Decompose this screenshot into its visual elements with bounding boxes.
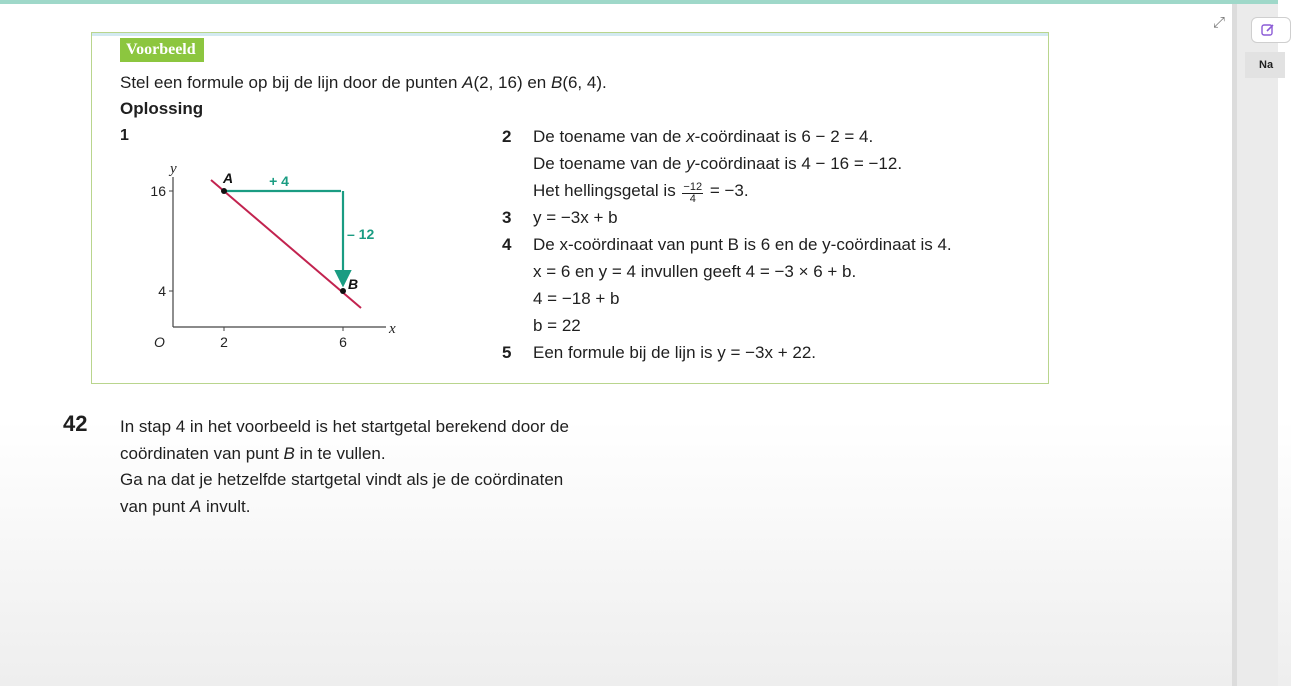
question-line: van punt A invult.: [120, 496, 251, 516]
horizontal-step-label: + 4: [269, 173, 289, 189]
point-a: [221, 188, 227, 194]
step-text: De toename van de y-coördinaat is 4 − 16 = −12.: [533, 154, 903, 173]
y-axis-label: y: [170, 161, 177, 177]
example-badge: Voorbeeld: [120, 38, 204, 62]
step-text: 4 = −18 + b: [533, 289, 620, 308]
step-text: b = 22: [533, 316, 581, 335]
step-text: y = −3x + b: [533, 208, 618, 227]
point-b-label: B: [348, 276, 359, 292]
side-panel: [1232, 4, 1278, 686]
coordinate-graph: [132, 125, 462, 350]
edit-icon: [1261, 23, 1275, 37]
origin-label: O: [154, 334, 165, 350]
graph-line: [211, 180, 361, 308]
edit-button[interactable]: [1251, 17, 1291, 43]
question-line: In stap 4 in het voorbeeld is het startgetal berekend door de: [120, 417, 569, 436]
example-box: [91, 32, 1049, 384]
question-line: coördinaten van punt B in te vullen.: [120, 443, 386, 463]
step-text: De toename van de x-coördinaat is 6 − 2 = 4.: [533, 127, 874, 146]
expand-icon[interactable]: ⤢: [1212, 14, 1225, 31]
step-number: 2: [502, 127, 512, 146]
step-text: Een formule bij de lijn is y = −3x + 22.: [533, 343, 817, 362]
textbook-page[interactable]: [0, 4, 1232, 686]
example-prompt: Stel een formule op bij de lijn door de punten A(2, 16) en B(6, 4).: [120, 73, 607, 92]
step-number: 5: [502, 343, 512, 362]
point-b: [340, 288, 346, 294]
solution-heading: Oplossing: [120, 99, 204, 118]
example-top-line: [92, 33, 1048, 36]
y-tick-label: 16: [150, 183, 166, 199]
slope-fraction: $\frac{-12}{4}$: [683, 181, 703, 205]
question-text: [120, 414, 569, 520]
step-text: x = 6 en y = 4 invullen geeft 4 = −3 × 6 + b.: [533, 262, 857, 281]
step-number: 4: [502, 235, 512, 254]
side-tab[interactable]: Na: [1245, 52, 1285, 78]
step-number: 3: [502, 208, 512, 227]
step-text: De x-coördinaat van punt B is 6 en de y-coördinaat is 4.: [533, 235, 952, 254]
vertical-step-label: – 12: [347, 226, 375, 242]
step-text: Het hellingsgetal is $\frac{-12}{4}$ = −3.: [533, 181, 749, 205]
step-1-number: 1: [120, 127, 129, 144]
x-tick-label: 6: [339, 334, 347, 350]
y-tick-label: 4: [158, 283, 166, 299]
x-axis-label: x: [389, 321, 396, 337]
x-tick-label: 2: [220, 334, 228, 350]
question-number: 42: [63, 411, 88, 436]
question-line: Ga na dat je hetzelfde startgetal vindt als je de coördinaten: [120, 470, 564, 489]
point-a-label: A: [223, 170, 234, 186]
